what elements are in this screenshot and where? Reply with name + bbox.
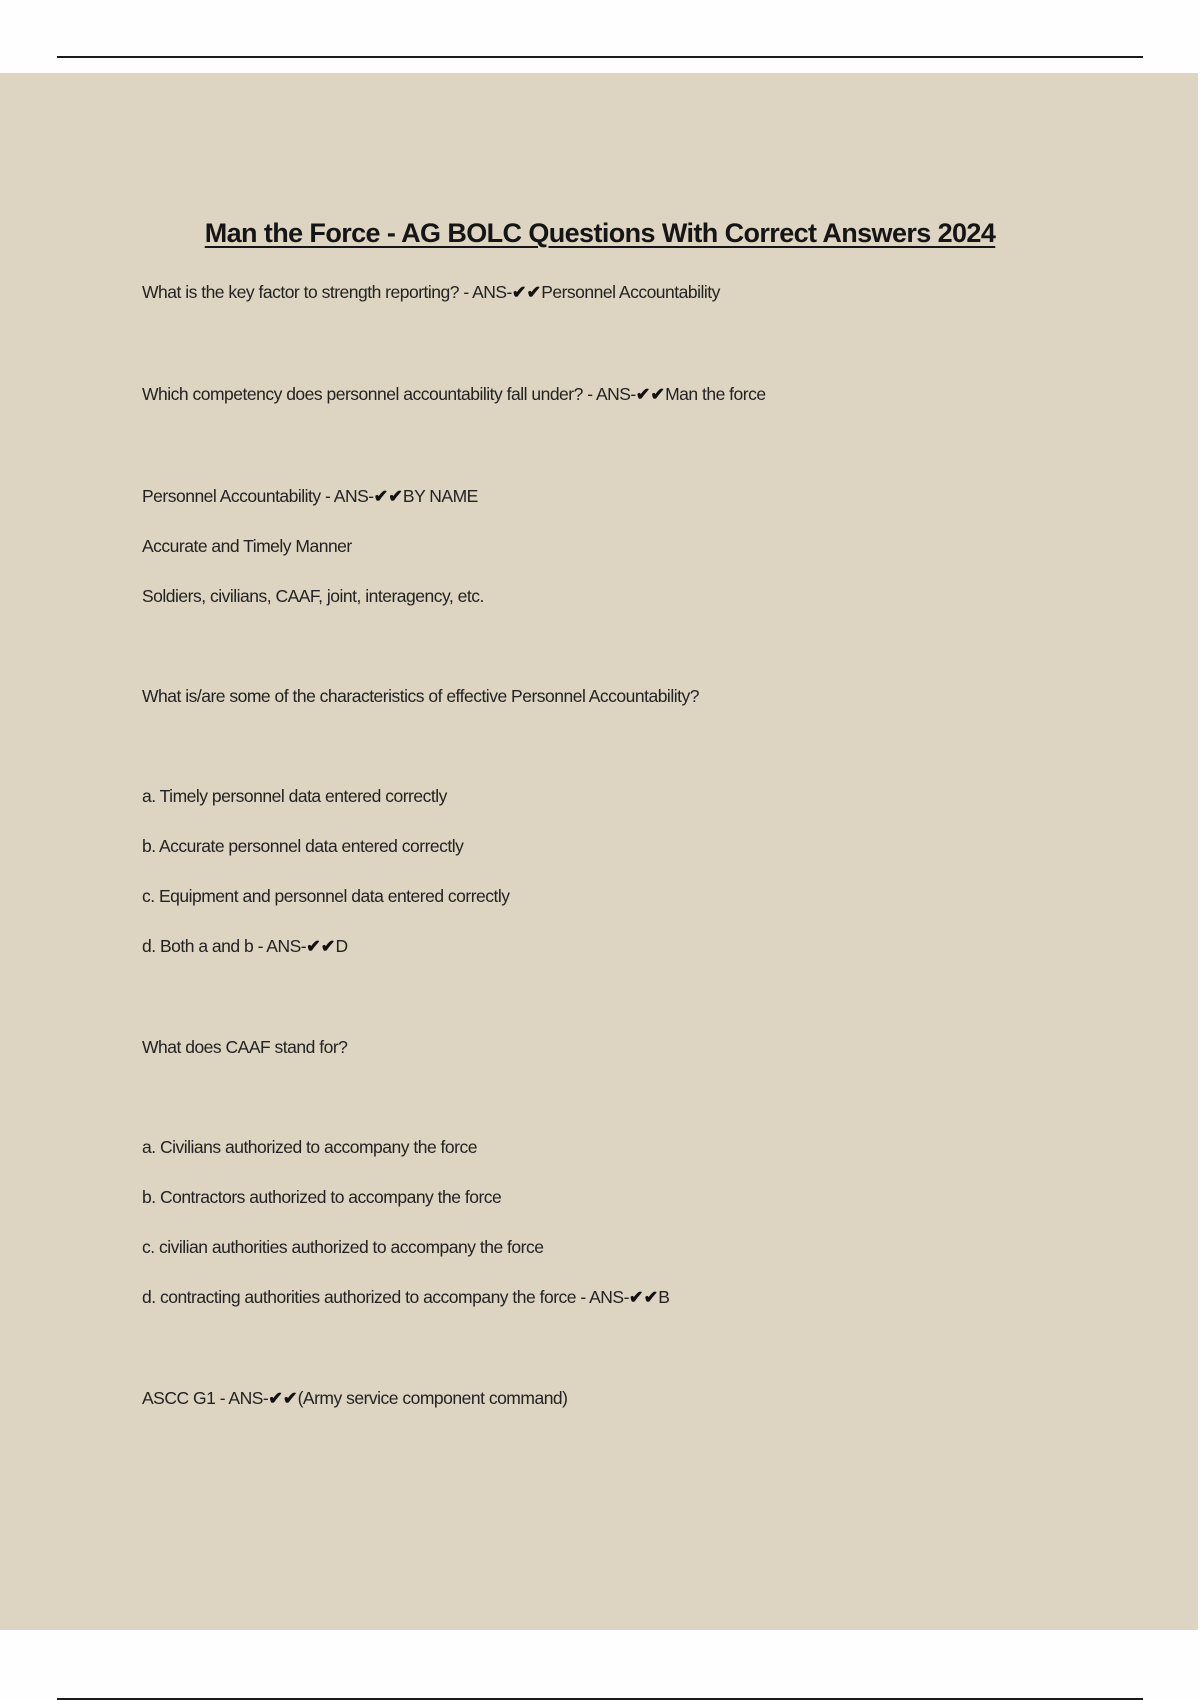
text-line — [142, 686, 699, 707]
answer-text: (Army service component command) — [297, 1388, 568, 1408]
line-text: Soldiers, civilians, CAAF, joint, interagency, etc. — [142, 586, 484, 606]
text-line — [142, 1137, 477, 1158]
answer-text: Man the force — [665, 384, 766, 404]
line-text: d. contracting authorities authorized to accompany the force - — [142, 1287, 590, 1307]
text-line — [142, 586, 484, 607]
question-with-answer — [142, 282, 720, 303]
text-line — [142, 1237, 543, 1258]
document-title: Man the Force - AG BOLC Questions With Correct Answers 2024 — [204, 218, 996, 248]
text-line — [142, 1187, 501, 1208]
answer-marker: ANS- — [472, 282, 512, 302]
line-text: b. Accurate personnel data entered correctly — [142, 836, 464, 856]
line-text: a. Civilians authorized to accompany the force — [142, 1137, 477, 1157]
line-text: Personnel Accountability - — [142, 486, 334, 506]
line-text: Which competency does personnel accountability fall under? - — [142, 384, 596, 404]
answer-marker: ANS- — [595, 384, 636, 404]
double-check-icon: ✔✔ — [268, 1388, 298, 1408]
question-with-answer — [142, 936, 348, 957]
answer-marker: ANS- — [333, 486, 374, 506]
text-line — [142, 886, 510, 907]
line-text: a. Timely personnel data entered correctly — [142, 786, 447, 806]
line-text: b. Contractors authorized to accompany the force — [142, 1187, 502, 1207]
answer-marker: ANS- — [228, 1388, 269, 1408]
double-check-icon: ✔✔ — [628, 1287, 659, 1307]
answer-text: Personnel Accountability — [541, 282, 720, 302]
question-with-answer — [142, 1388, 567, 1409]
line-text: What is/are some of the characteristics of effective Personnel Accountability? — [142, 686, 699, 706]
answer-marker: ANS- — [266, 936, 307, 956]
text-line — [142, 536, 352, 557]
answer-marker: ANS- — [589, 1287, 629, 1307]
line-text: What does CAAF stand for? — [142, 1037, 348, 1057]
text-line — [142, 1037, 347, 1058]
answer-text: D — [335, 936, 348, 956]
answer-text: BY NAME — [402, 486, 478, 506]
double-check-icon: ✔✔ — [373, 486, 403, 506]
text-line — [142, 836, 463, 857]
line-text: Accurate and Timely Manner — [142, 536, 352, 556]
question-with-answer — [142, 384, 766, 405]
text-line — [142, 786, 447, 807]
line-text: What is the key factor to strength reporting? - — [142, 282, 473, 302]
question-with-answer — [142, 1287, 669, 1308]
double-check-icon: ✔✔ — [511, 282, 542, 302]
header-rule — [57, 56, 1143, 58]
line-text: c. Equipment and personnel data entered correctly — [142, 886, 510, 906]
double-check-icon: ✔✔ — [635, 384, 666, 404]
answer-text: B — [658, 1287, 670, 1307]
question-with-answer — [142, 486, 478, 507]
line-text: c. civilian authorities authorized to accompany the force — [142, 1237, 544, 1257]
line-text: d. Both a and b - — [142, 936, 267, 956]
double-check-icon: ✔✔ — [306, 936, 336, 956]
line-text: ASCC G1 - — [142, 1388, 229, 1408]
